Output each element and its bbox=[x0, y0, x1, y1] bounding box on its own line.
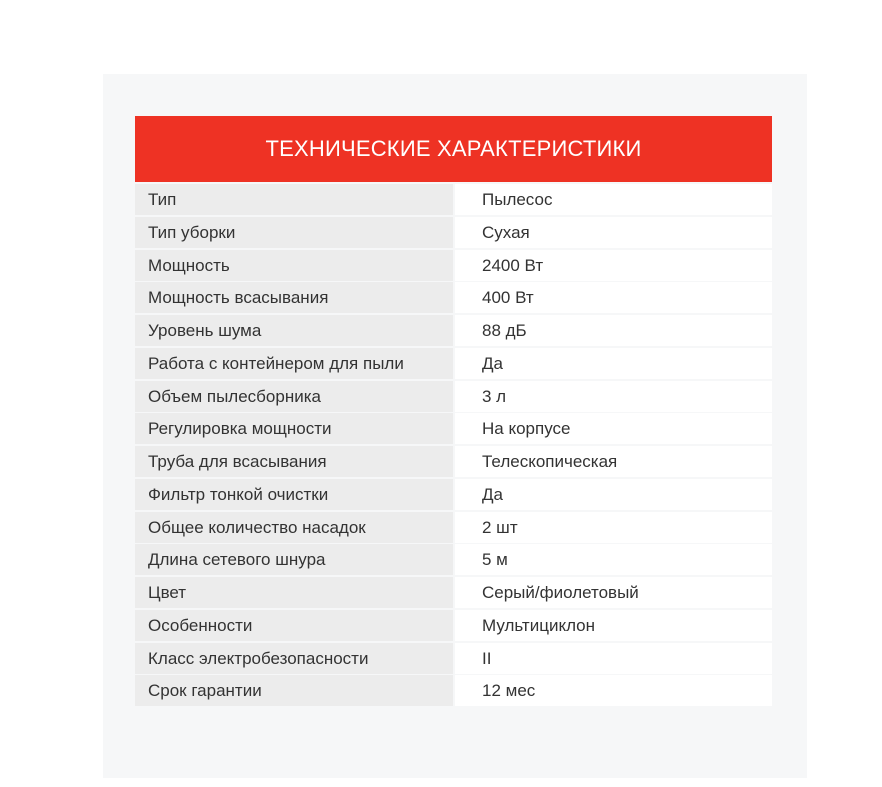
spec-row bbox=[135, 250, 772, 281]
spec-row bbox=[135, 643, 772, 674]
spec-value: 400 Вт bbox=[455, 282, 772, 313]
spec-row bbox=[135, 577, 772, 608]
spec-key: Класс электробезопасности bbox=[135, 643, 453, 674]
spec-row bbox=[135, 446, 772, 477]
spec-value: Пылесос bbox=[455, 184, 772, 215]
spec-value: 3 л bbox=[455, 381, 772, 412]
spec-value: Серый/фиолетовый bbox=[455, 577, 772, 608]
spec-key: Тип уборки bbox=[135, 217, 453, 248]
spec-key: Тип bbox=[135, 184, 453, 215]
spec-value: 12 мес bbox=[455, 675, 772, 706]
spec-value: Сухая bbox=[455, 217, 772, 248]
spec-table-title: ТЕХНИЧЕСКИЕ ХАРАКТЕРИСТИКИ bbox=[265, 136, 642, 161]
spec-row bbox=[135, 544, 772, 575]
spec-value: 2400 Вт bbox=[455, 250, 772, 281]
spec-value: 5 м bbox=[455, 544, 772, 575]
spec-key: Срок гарантии bbox=[135, 675, 453, 706]
spec-value: Да bbox=[455, 479, 772, 510]
spec-row bbox=[135, 479, 772, 510]
spec-key: Мощность всасывания bbox=[135, 282, 453, 313]
spec-rows bbox=[135, 184, 772, 706]
spec-key: Труба для всасывания bbox=[135, 446, 453, 477]
spec-value: 88 дБ bbox=[455, 315, 772, 346]
spec-table bbox=[135, 116, 772, 706]
spec-key: Регулировка мощности bbox=[135, 413, 453, 444]
spec-row bbox=[135, 610, 772, 641]
spec-key: Объем пылесборника bbox=[135, 381, 453, 412]
spec-key: Уровень шума bbox=[135, 315, 453, 346]
spec-row bbox=[135, 348, 772, 379]
spec-key: Цвет bbox=[135, 577, 453, 608]
spec-table-header bbox=[135, 116, 772, 182]
spec-key: Мощность bbox=[135, 250, 453, 281]
spec-row bbox=[135, 184, 772, 215]
spec-value: Да bbox=[455, 348, 772, 379]
spec-value: II bbox=[455, 643, 772, 674]
spec-row bbox=[135, 413, 772, 444]
spec-row bbox=[135, 315, 772, 346]
spec-key: Общее количество насадок bbox=[135, 512, 453, 543]
spec-row bbox=[135, 282, 772, 313]
spec-row bbox=[135, 381, 772, 412]
spec-value: Телескопическая bbox=[455, 446, 772, 477]
spec-row bbox=[135, 217, 772, 248]
spec-value: 2 шт bbox=[455, 512, 772, 543]
spec-value: Мультициклон bbox=[455, 610, 772, 641]
spec-panel bbox=[103, 74, 807, 778]
spec-row bbox=[135, 512, 772, 543]
spec-key: Особенности bbox=[135, 610, 453, 641]
spec-key: Длина сетевого шнура bbox=[135, 544, 453, 575]
spec-key: Работа с контейнером для пыли bbox=[135, 348, 453, 379]
spec-key: Фильтр тонкой очистки bbox=[135, 479, 453, 510]
spec-row bbox=[135, 675, 772, 706]
spec-value: На корпусе bbox=[455, 413, 772, 444]
